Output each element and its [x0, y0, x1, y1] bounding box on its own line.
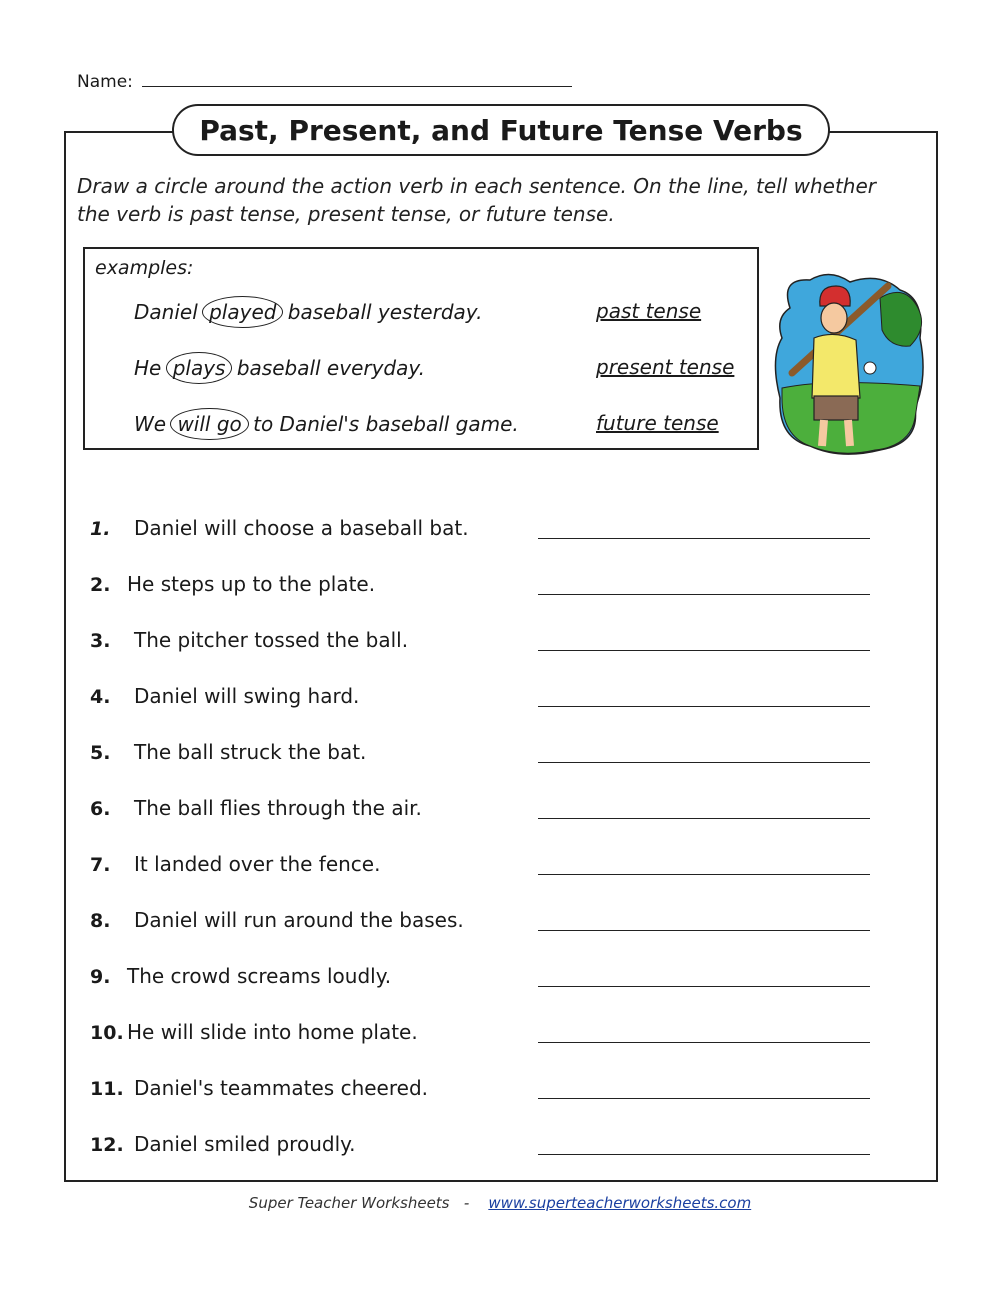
question-text: Daniel will run around the bases.	[134, 908, 464, 932]
answer-line[interactable]	[538, 650, 870, 651]
example-before: He	[134, 356, 168, 380]
footer-separator: -	[463, 1194, 470, 1212]
answer-line[interactable]	[538, 1154, 870, 1155]
question-text: He steps up to the plate.	[127, 572, 376, 596]
leg-right-icon	[848, 420, 850, 446]
question-number: 4.	[90, 686, 111, 708]
question-text: The crowd screams loudly.	[127, 964, 392, 988]
baseball-icon	[864, 362, 876, 374]
question-number: 2.	[90, 574, 111, 596]
example-circled-verb: played	[202, 296, 283, 328]
question-number: 10.	[90, 1022, 124, 1044]
question-text: The ball struck the bat.	[134, 740, 367, 764]
example-sentence-3	[134, 408, 519, 440]
question-text: Daniel smiled proudly.	[134, 1132, 356, 1156]
example-after: baseball everyday.	[230, 356, 426, 380]
name-row	[77, 72, 572, 92]
answer-line[interactable]	[538, 538, 870, 539]
shirt-icon	[812, 334, 860, 398]
question-text: Daniel will choose a baseball bat.	[134, 516, 469, 540]
question-text: Daniel's teammates cheered.	[134, 1076, 428, 1100]
example-answer-3: future tense	[596, 411, 719, 435]
example-circled-verb: will go	[170, 408, 248, 440]
answer-line[interactable]	[538, 874, 870, 875]
example-sentence-2	[134, 352, 425, 384]
question-text: He will slide into home plate.	[127, 1020, 418, 1044]
baseball-player-illustration	[770, 268, 930, 458]
shorts-icon	[814, 396, 858, 420]
footer-brand: Super Teacher Worksheets	[248, 1194, 450, 1212]
instructions: Draw a circle around the action verb in each sentence. On the line, tell whether the verb is past tense, present tense, or future tense.	[77, 174, 877, 226]
question-text: Daniel will swing hard.	[134, 684, 360, 708]
question-number: 5.	[90, 742, 111, 764]
footer-link[interactable]: www.superteacherworksheets.com	[488, 1194, 752, 1212]
answer-line[interactable]	[538, 762, 870, 763]
answer-line[interactable]	[538, 818, 870, 819]
leg-left-icon	[822, 420, 824, 446]
question-number: 3.	[90, 630, 111, 652]
example-before: We	[134, 412, 173, 436]
question-number: 8.	[90, 910, 111, 932]
question-number: 7.	[90, 854, 111, 876]
worksheet-title: Past, Present, and Future Tense Verbs	[172, 104, 830, 156]
answer-line[interactable]	[538, 986, 870, 987]
example-answer-2: present tense	[596, 355, 735, 379]
question-number: 11.	[90, 1078, 124, 1100]
example-answer-1: past tense	[596, 299, 702, 323]
face-icon	[821, 303, 847, 333]
answer-line[interactable]	[538, 1042, 870, 1043]
example-after: to Daniel's baseball game.	[246, 412, 519, 436]
answer-line[interactable]	[538, 706, 870, 707]
question-number: 9.	[90, 966, 111, 988]
example-after: baseball yesterday.	[281, 300, 483, 324]
example-sentence-1	[134, 296, 482, 328]
name-field-line[interactable]	[142, 72, 572, 87]
footer	[0, 1194, 1000, 1212]
question-number: 12.	[90, 1134, 124, 1156]
example-before: Daniel	[134, 300, 205, 324]
question-number: 1.	[90, 518, 111, 540]
question-text: The ball flies through the air.	[134, 796, 422, 820]
question-text: The pitcher tossed the ball.	[134, 628, 409, 652]
question-text: It landed over the fence.	[134, 852, 381, 876]
answer-line[interactable]	[538, 930, 870, 931]
question-number: 6.	[90, 798, 111, 820]
answer-line[interactable]	[538, 594, 870, 595]
answer-line[interactable]	[538, 1098, 870, 1099]
name-label: Name:	[77, 72, 133, 92]
examples-label: examples:	[95, 257, 194, 279]
example-circled-verb: plays	[166, 352, 233, 384]
